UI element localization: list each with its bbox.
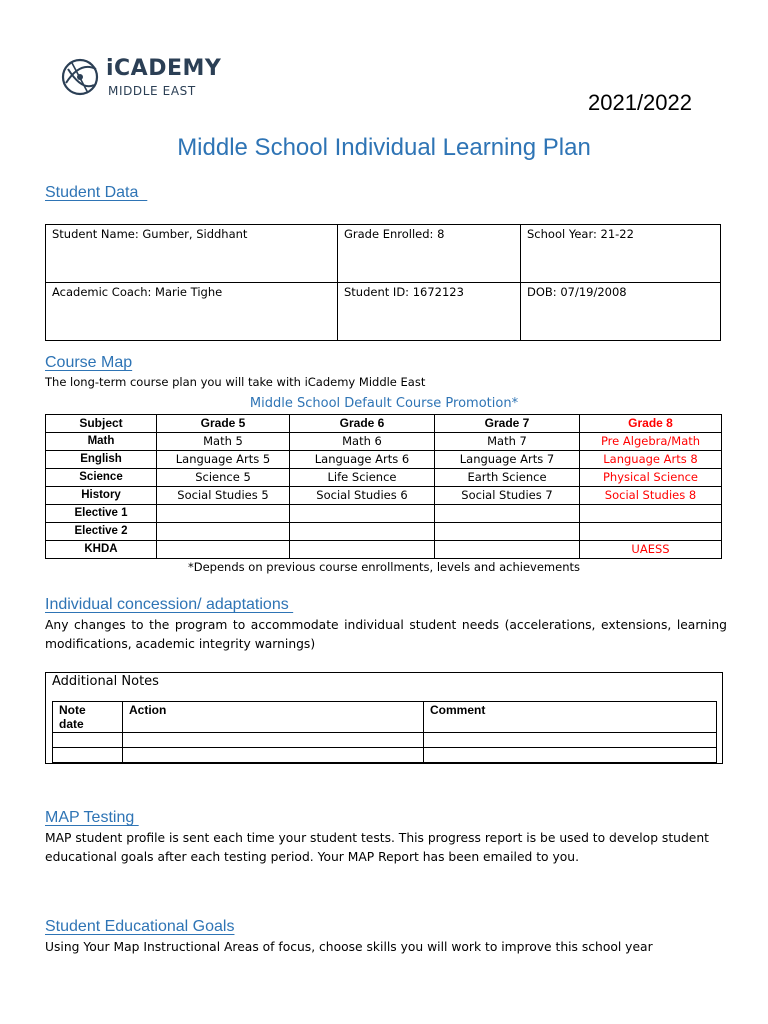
table-cell: Social Studies 5 [157, 487, 290, 505]
table-cell: Language Arts 8 [580, 451, 722, 469]
goals-heading: Student Educational Goals [45, 918, 235, 935]
logo-subtitle: MIDDLE EAST [108, 84, 196, 98]
academic-coach-cell: Academic Coach: Marie Tighe [46, 283, 338, 341]
action-header: Action [123, 702, 424, 733]
table-cell[interactable] [123, 748, 424, 763]
table-header-row [46, 415, 722, 433]
header-grade6: Grade 6 [290, 415, 435, 433]
table-row [46, 469, 722, 487]
table-cell [290, 505, 435, 523]
table-cell: Science 5 [157, 469, 290, 487]
grade-enrolled-cell: Grade Enrolled: 8 [338, 225, 521, 283]
table-cell: Math 6 [290, 433, 435, 451]
table-cell [290, 523, 435, 541]
row-subject: Elective 1 [46, 505, 157, 523]
header-subject: Subject [46, 415, 157, 433]
header-grade8: Grade 8 [580, 415, 722, 433]
dob-cell: DOB: 07/19/2008 [521, 283, 721, 341]
course-map-footnote: *Depends on previous course enrollments, levels and achievements [188, 560, 580, 574]
row-subject: Math [46, 433, 157, 451]
row-subject: Science [46, 469, 157, 487]
table-cell [435, 541, 580, 559]
table-cell [435, 505, 580, 523]
map-testing-line2: educational goals after each testing period. Your MAP Report has been emailed to you. [45, 850, 579, 864]
table-row [46, 541, 722, 559]
table-cell: Life Science [290, 469, 435, 487]
school-year-cell: School Year: 21-22 [521, 225, 721, 283]
table-cell: Social Studies 8 [580, 487, 722, 505]
globe-icon [58, 55, 102, 99]
student-data-table [45, 224, 721, 341]
notes-header-row [53, 702, 717, 733]
student-id-cell: Student ID: 1672123 [338, 283, 521, 341]
logo-name: iCADEMY [106, 56, 222, 81]
table-row [46, 523, 722, 541]
map-testing-line1: MAP student profile is sent each time your student tests. This progress report is be used to develop student [45, 831, 709, 845]
course-map-caption: Middle School Default Course Promotion* [249, 396, 519, 411]
concession-line2: modifications, academic integrity warnings) [45, 637, 316, 651]
student-name-cell: Student Name: Gumber, Siddhant [46, 225, 338, 283]
student-data-heading: Student Data [45, 184, 148, 201]
notes-row [53, 733, 717, 748]
note-date-label: Note [59, 703, 86, 717]
notes-row [53, 748, 717, 763]
table-cell[interactable] [123, 733, 424, 748]
course-map-table [45, 414, 722, 559]
concession-line1: Any changes to the program to accommodate individual student needs (accelerations, extensions, learning [45, 618, 727, 632]
table-cell: UAESS [580, 541, 722, 559]
table-cell[interactable] [53, 733, 123, 748]
table-cell: Math 7 [435, 433, 580, 451]
table-cell: Language Arts 5 [157, 451, 290, 469]
note-date-label-2: date [59, 717, 84, 731]
map-testing-heading: MAP Testing [45, 809, 139, 826]
additional-notes-title: Additional Notes [52, 674, 159, 689]
table-cell: Social Studies 6 [290, 487, 435, 505]
concession-heading: Individual concession/ adaptations [45, 596, 294, 613]
table-cell[interactable] [424, 733, 717, 748]
row-subject: English [46, 451, 157, 469]
table-cell: Physical Science [580, 469, 722, 487]
table-cell[interactable] [53, 748, 123, 763]
row-subject: History [46, 487, 157, 505]
table-cell: Language Arts 6 [290, 451, 435, 469]
table-cell: Language Arts 7 [435, 451, 580, 469]
course-map-heading: Course Map [45, 354, 133, 371]
table-cell [157, 505, 290, 523]
table-cell: Earth Science [435, 469, 580, 487]
school-year-label: 2021/2022 [588, 90, 692, 115]
course-map-description: The long-term course plan you will take with iCademy Middle East [45, 375, 426, 389]
header-grade5: Grade 5 [157, 415, 290, 433]
table-cell[interactable] [424, 748, 717, 763]
table-cell [580, 505, 722, 523]
row-subject: KHDA [46, 541, 157, 559]
table-row [46, 433, 722, 451]
table-cell: Math 5 [157, 433, 290, 451]
table-cell [157, 523, 290, 541]
header-grade7: Grade 7 [435, 415, 580, 433]
table-row [46, 451, 722, 469]
comment-header: Comment [424, 702, 717, 733]
row-subject: Elective 2 [46, 523, 157, 541]
table-row [46, 505, 722, 523]
note-date-header [53, 702, 123, 733]
table-cell: Pre Algebra/Math [580, 433, 722, 451]
page-title: Middle School Individual Learning Plan [177, 134, 591, 161]
table-cell [157, 541, 290, 559]
table-cell [580, 523, 722, 541]
table-row [46, 487, 722, 505]
table-cell: Social Studies 7 [435, 487, 580, 505]
notes-table [52, 701, 717, 763]
table-cell [435, 523, 580, 541]
goals-text: Using Your Map Instructional Areas of focus, choose skills you will work to improve this school year [45, 940, 653, 954]
table-cell [290, 541, 435, 559]
